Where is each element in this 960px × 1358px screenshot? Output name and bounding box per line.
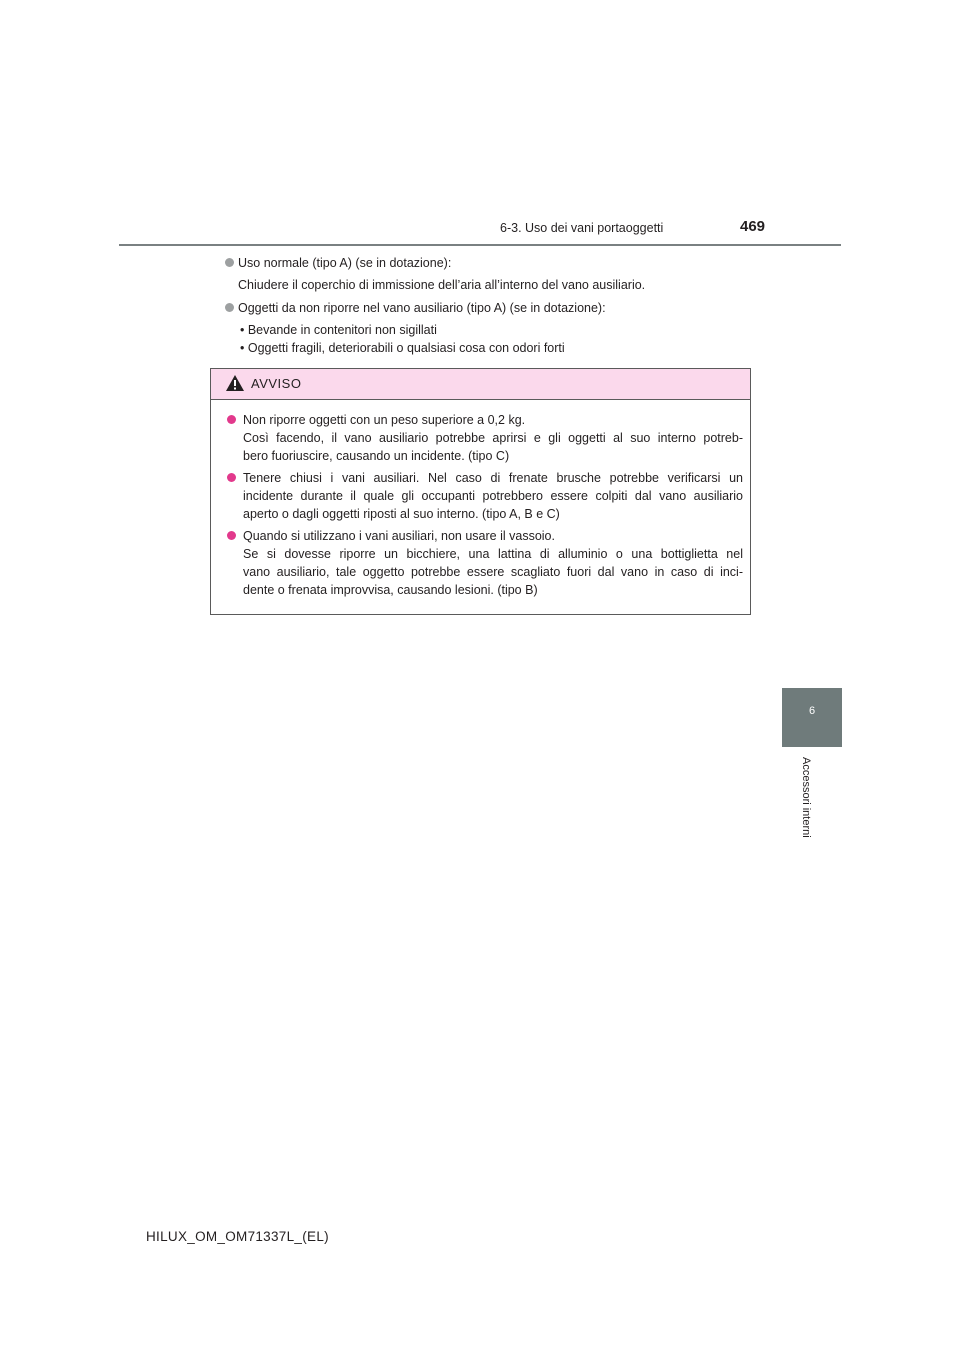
bullet-icon [227,415,236,424]
warning-line: incidente durante il quale gli occupanti potrebbero essere colpiti dal vano ausiliario [243,489,743,503]
warning-line: Tenere chiusi i vani ausiliari. Nel caso di frenate brusche potrebbe verificarsi un [243,471,743,485]
sub-item: • Oggetti fragili, deteriorabili o qualsiasi cosa con odori forti [240,341,565,355]
bullet-icon [225,258,234,267]
bullet-icon [227,531,236,540]
item-title: Oggetti da non riporre nel vano ausiliario (tipo A) (se in dotazione): [238,301,606,315]
warning-box [210,368,751,615]
warning-line: Quando si utilizzano i vani ausiliari, non usare il vassoio. [243,529,555,543]
warning-item [227,469,743,523]
warning-line: Così facendo, il vano ausiliario potrebbe aprirsi e gli oggetti al suo interno potreb- [243,431,743,445]
chapter-title: Accessori interni [800,757,812,838]
bullet-icon [227,473,236,482]
page-number: 469 [740,218,766,235]
warning-line: aperto o dagli oggetti riposti al suo interno. (tipo A, B e C) [243,507,560,521]
warning-title: AVVISO [251,376,302,391]
warning-item [227,527,743,599]
list-item-items-not-to-store [225,299,606,318]
chapter-tab [782,688,842,747]
header-divider [119,244,841,246]
warning-line: vano ausiliario, tale oggetto potrebbe essere scagliato fuori dal vano in caso di inci- [243,565,743,579]
warning-line: Se si dovesse riporre un bicchiere, una lattina di alluminio o una bottiglietta nel [243,547,743,561]
sub-item: • Bevande in contenitori non sigillati [240,323,437,337]
warning-line: Non riporre oggetti con un peso superiore a 0,2 kg. [243,413,526,427]
warning-line: dente o frenata improvvisa, causando lesioni. (tipo B) [243,583,538,597]
warning-header [211,369,750,400]
item-title: Uso normale (tipo A) (se in dotazione): [238,256,452,270]
document-code: HILUX_OM_OM71337L_(EL) [146,1229,329,1244]
list-item-normal-use [225,254,451,273]
warning-line: bero fuoriuscire, causando un incidente. (tipo C) [243,449,510,463]
section-title: 6-3. Uso dei vani portaoggetti [500,221,664,235]
chapter-number: 6 [808,705,816,717]
warning-triangle-icon [225,374,245,392]
warning-item [227,411,743,465]
bullet-icon [225,303,234,312]
item-text: Chiudere il coperchio di immissione dell’aria all’interno del vano ausiliario. [238,278,646,292]
